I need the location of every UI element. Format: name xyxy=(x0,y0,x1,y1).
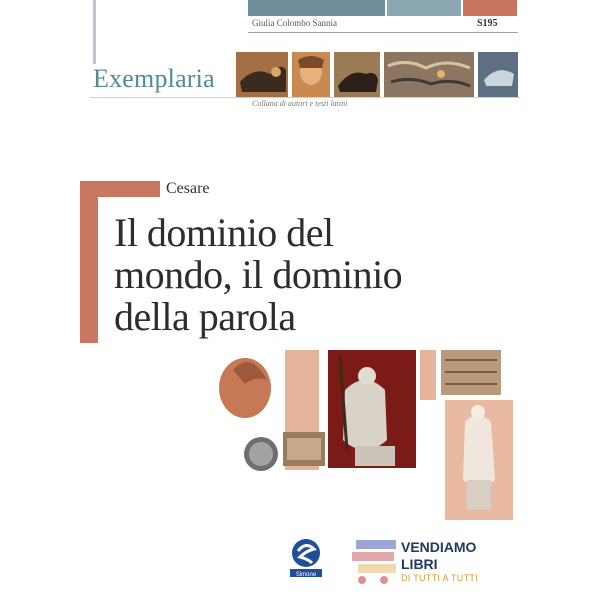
header-divider xyxy=(248,32,518,33)
series-subtitle: Collana di autori e testi latini xyxy=(252,99,348,108)
promo-line-2: LIBRI xyxy=(401,556,438,572)
top-bar-terracotta xyxy=(463,0,517,16)
series-divider xyxy=(90,97,520,98)
promo-books-icon xyxy=(352,540,398,586)
top-bar-blue xyxy=(387,0,461,16)
title-accent-left xyxy=(80,181,98,343)
publisher-logo-text: Simone xyxy=(295,572,317,578)
book-author: Cesare xyxy=(166,180,210,197)
left-rule xyxy=(93,0,96,64)
title-line-3: della parola xyxy=(114,294,296,339)
series-title: Exemplaria xyxy=(93,64,215,93)
publisher-logo xyxy=(286,537,326,581)
title-line-1: Il dominio del xyxy=(114,210,334,255)
head-sculpture xyxy=(219,358,271,418)
mosaic-strip xyxy=(236,52,518,98)
promo-line-3: DI TUTTI A TUTTI xyxy=(401,573,478,583)
promo-line-1: VENDIAMO xyxy=(401,539,477,555)
book-title xyxy=(114,212,514,338)
header-author: Giulia Colombo Sannia xyxy=(252,18,337,28)
cover-photo-collage xyxy=(215,350,520,520)
title-line-2: mondo, il dominio xyxy=(114,252,403,297)
top-bar-slate xyxy=(248,0,385,16)
product-code: S195 xyxy=(477,18,498,29)
